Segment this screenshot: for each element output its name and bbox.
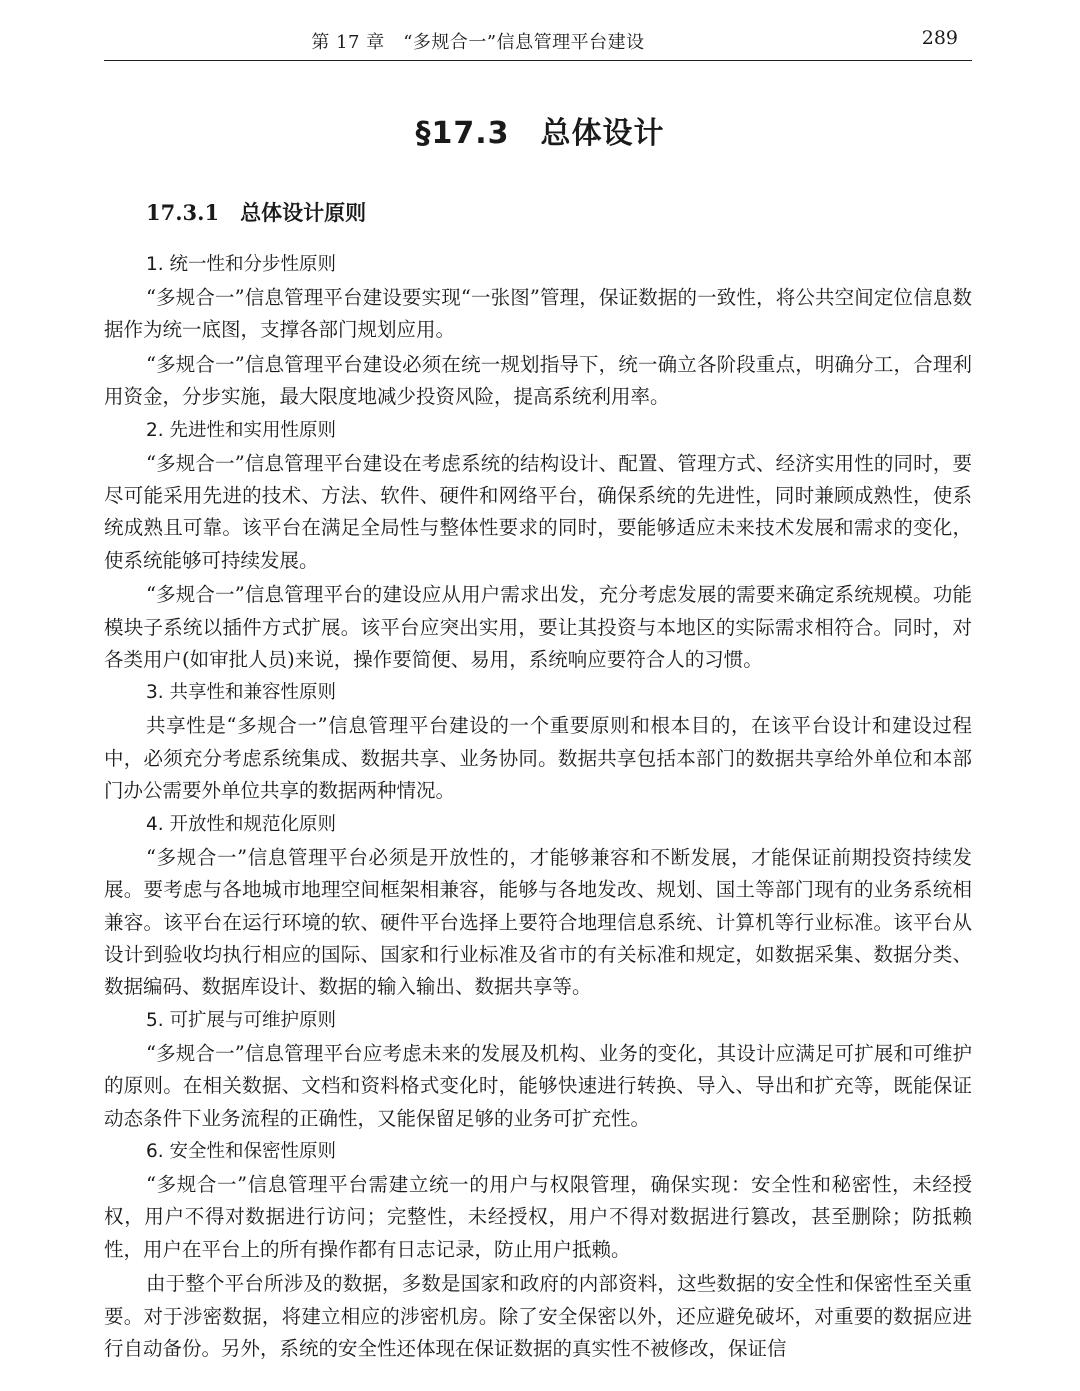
subsection-title: 17.3.1 总体设计原则 [146, 200, 367, 225]
body-text [104, 250, 972, 1367]
paragraph: “多规合一”信息管理平台的建设应从用户需求出发，充分考虑发展的需要来确定系统规模。功能模块子系统以插件方式扩展。该平台应突出实用，要让其投资与本地区的实际需求相符合。同时，对各类用户(如审批人员)来说，操作要简便、易用，系统响应要符合人的习惯。 [104, 583, 972, 672]
page-header [104, 22, 972, 61]
principle-heading: 5. 可扩展与可维护原则 [146, 1009, 337, 1031]
principle-heading: 1. 统一性和分步性原则 [146, 254, 337, 275]
paragraph: 由于整个平台所涉及的数据，多数是国家和政府的内部资料，这些数据的安全性和保密性至关重要。对于涉密数据，将建立相应的涉密机房。除了安全保密以外，还应避免破坏，对重要的数据应进行自动备份。另外，系统的安全性还体现在保证数据的真实性不被修改，保证信 [104, 1272, 972, 1360]
section-title: §17.3 总体设计 [415, 116, 665, 151]
paragraph: “多规合一”信息管理平台建设要实现“一张图”管理，保证数据的一致性，将公共空间定位信息数据作为统一底图，支撑各部门规划应用。 [104, 286, 972, 342]
principle-heading: 3. 共享性和兼容性原则 [146, 682, 337, 704]
principle-heading: 4. 开放性和规范化原则 [146, 813, 337, 835]
principle-heading: 2. 先进性和实用性原则 [146, 419, 337, 441]
paragraph: “多规合一”信息管理平台建设在考虑系统的结构设计、配置、管理方式、经济实用性的同时，要尽可能采用先进的技术、方法、软件、硬件和网络平台，确保系统的先进性，同时兼顾成熟性，使系统成熟且可靠。该平台在满足全局性与整体性要求的同时，要能够适应未来技术发展和需求的变化，使系统能够可持续发展。 [104, 451, 972, 572]
page-number: 289 [921, 27, 958, 49]
paragraph: “多规合一”信息管理平台必须是开放性的，才能够兼容和不断发展，才能保证前期投资持续发展。要考虑与各地城市地理空间框架相兼容，能够与各地发改、规划、国土等部门现有的业务系统相兼容。该平台在运行环境的软、硬件平台选择上要符合地理信息系统、计算机等行业标准。该平台从设计到验收均执行相应的国际、国家和行业标准及省市的有关标准和规定，如数据采集、数据分类、数据编码、数据库设计、数据的输入输出、数据共享等。 [104, 845, 972, 999]
paragraph: “多规合一”信息管理平台需建立统一的用户与权限管理，确保实现：安全性和秘密性，未经授权，用户不得对数据进行访问；完整性，未经授权，用户不得对数据进行篡改，甚至删除；防抵赖性，用户在平台上的所有操作都有日志记录，防止用户抵赖。 [104, 1172, 972, 1261]
principle-heading: 6. 安全性和保密性原则 [146, 1140, 337, 1162]
running-chapter-title: 第 17 章 “多规合一”信息管理平台建设 [311, 32, 645, 53]
paragraph: “多规合一”信息管理平台应考虑未来的发展及机构、业务的变化，其设计应满足可扩展和可维护的原则。在相关数据、文档和资料格式变化时，能够快速进行转换、导入、导出和扩充等，既能保证动态条件下业务流程的正确性，又能保留足够的业务可扩充性。 [104, 1041, 972, 1130]
paragraph: 共享性是“多规合一”信息管理平台建设的一个重要原则和根本目的，在该平台设计和建设过程中，必须充分考虑系统集成、数据共享、业务协同。数据共享包括本部门的数据共享给外单位和本部门办公需要外单位共享的数据两种情况。 [104, 714, 972, 803]
paragraph: “多规合一”信息管理平台建设必须在统一规划指导下，统一确立各阶段重点，明确分工，合理利用资金，分步实施，最大限度地减少投资风险，提高系统利用率。 [104, 352, 972, 409]
